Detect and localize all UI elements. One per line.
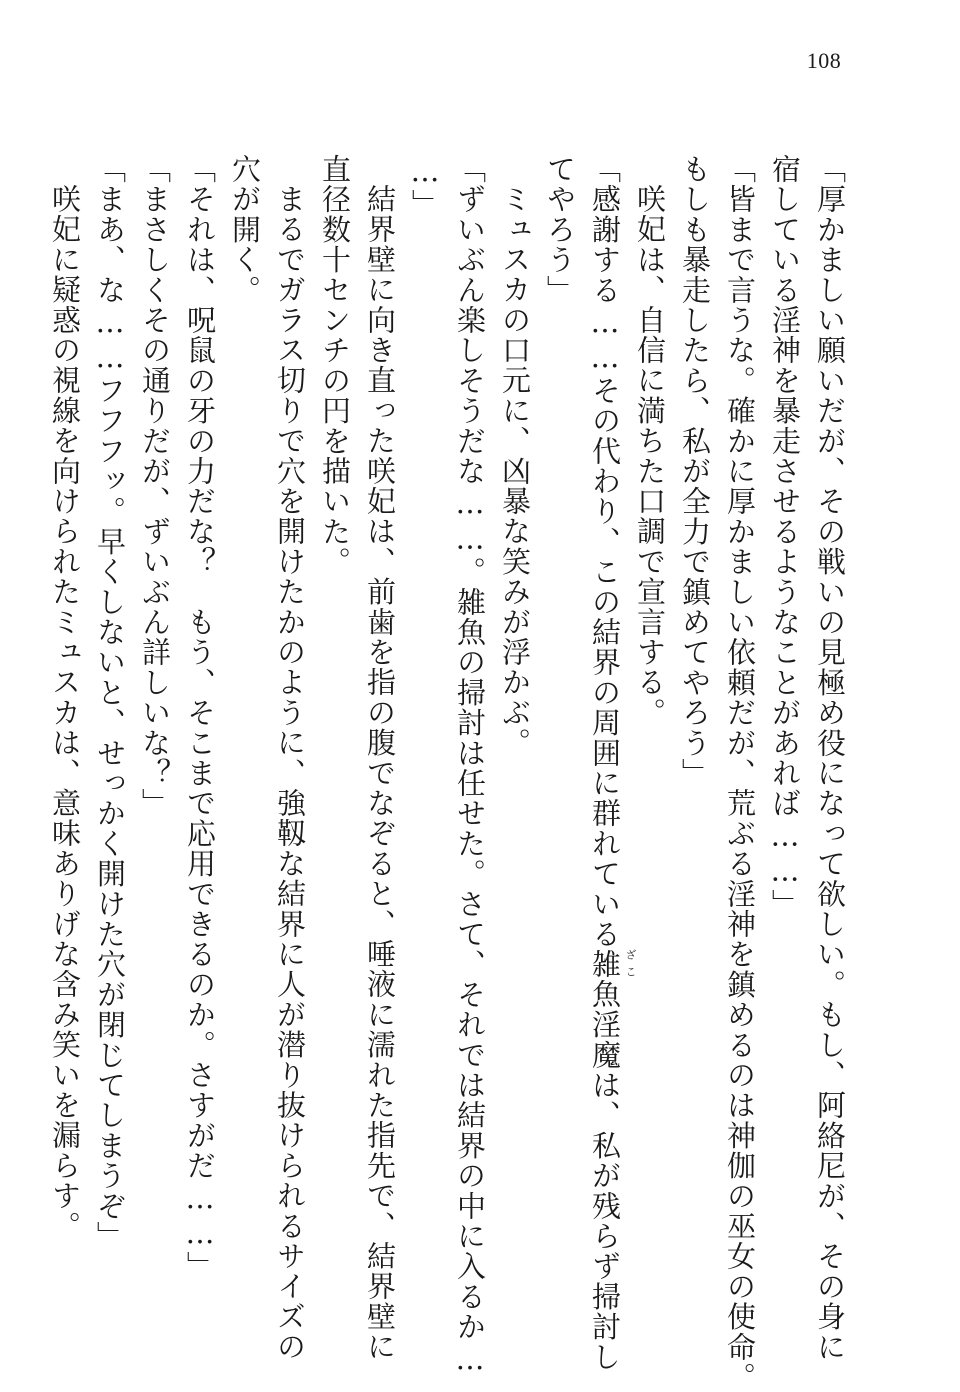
text-line-6: [582, 154, 637, 1373]
text-line-8: ミュスカの口元に、凶暴な笑みが浮かぶ。: [498, 184, 532, 758]
text-line-12: 直径数十センチの円を描いた。: [318, 154, 352, 577]
text-line-16: 「まさしくその通りだが、ずいぶん詳しいな？」: [138, 154, 172, 819]
text-line-7: てやろう」: [543, 154, 577, 305]
text-line-14: 穴が開く。: [228, 154, 262, 305]
line-6-part-b: 淫魔は、私が残らず掃討し: [588, 1009, 622, 1373]
text-line-15: 「それは、呪鼠の牙の力だな？ もう、そこまで応用できるのか。さすがだ……」: [183, 154, 217, 1282]
vertical-text-body: [48, 154, 852, 1392]
text-line-4: もしも暴走したら、私が全力で鎮めてやろう」: [678, 154, 712, 789]
line-6-part-a: 「感謝する……その代わり、この結界の周囲に群れている: [588, 154, 622, 950]
text-line-10: …」: [408, 154, 442, 220]
text-line-11: 結界壁に向き直った咲妃は、前歯を指の腹でなぞると、唾液に濡れた指先で、結界壁に: [363, 184, 397, 1362]
ruby-reading-zako: ざこ: [624, 949, 637, 984]
page-number: 108: [806, 48, 842, 73]
text-line-13: まるでガラス切りで穴を開けたかのように、強靱な結界に人が潜り抜けられるサイズの: [273, 184, 307, 1362]
text-line-3: 「皆まで言うな。確かに厚かましい依頼だが、荒ぶる淫神を鎮めるのは神伽の巫女の使命。: [723, 154, 757, 1392]
text-line-9: 「ずいぶん楽しそうだな……。雑魚の掃討は任せた。さて、それでは結界の中に入るか…: [453, 154, 487, 1377]
text-line-5: 咲妃は、自信に満ちた口調で宣言する。: [633, 184, 667, 728]
text-line-2: 宿している淫神を暴走させるようなことがあれば……」: [768, 154, 802, 919]
text-line-17: 「まあ、な……フフフッ。早くしないと、せっかく開けた穴が閉じてしまうぞ」: [93, 154, 127, 1252]
text-line-18: 咲妃に疑惑の視線を向けられたミュスカは、意味ありげな含み笑いを漏らす。: [48, 184, 82, 1242]
text-line-1: 「厚かましい願いだが、その戦いの見極め役になって欲しい。もし、阿絡尼が、その身に: [813, 154, 847, 1362]
ruby-base-zako: 雑魚 ざこ: [588, 949, 637, 1010]
